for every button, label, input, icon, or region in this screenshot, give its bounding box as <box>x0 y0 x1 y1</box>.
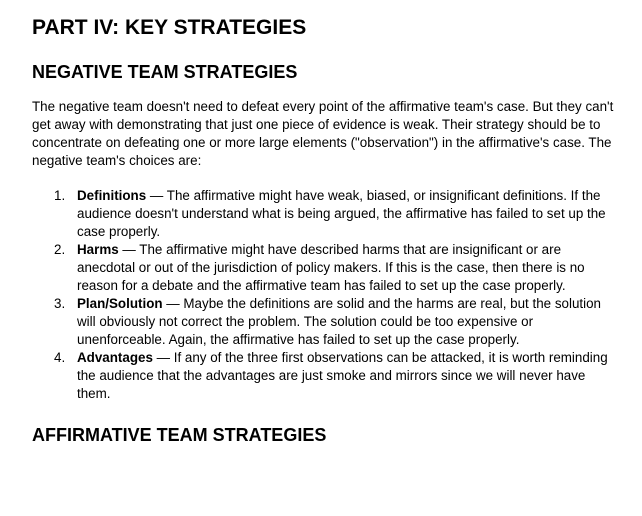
negative-strategies-heading: NEGATIVE TEAM STRATEGIES <box>32 62 298 82</box>
item-description: — Maybe the definitions are solid and the harms are real, but the solution will obviously not correct the problem. The solution could be too expensive or unenforceable. Again, the affirmative has failed to set up the case properly. <box>77 296 601 347</box>
strategy-item-plan-solution <box>32 295 616 349</box>
strategy-item-advantages <box>32 349 616 403</box>
affirmative-strategies-heading: AFFIRMATIVE TEAM STRATEGIES <box>32 425 327 445</box>
item-number: 3. <box>54 296 66 311</box>
item-term: Definitions <box>77 188 147 203</box>
negative-strategies-intro: The negative team doesn't need to defeat every point of the affirmative team's case. But they can't get away with demonstrating that just one piece of evidence is weak. Their strategy should be to concentrate on defeating one or more large elements ("observation") in the affirmative's case. The negative team's choices are: <box>32 99 614 168</box>
item-term: Harms <box>77 242 119 257</box>
item-description: — The affirmative might have described harms that are insignificant or are anecdotal or out of the jurisdiction of policy makers. If this is the case, then there is no reason for a debate and the affirmative team has failed to set up the case properly. <box>77 242 585 293</box>
item-number: 4. <box>54 350 66 365</box>
part-title: PART IV: KEY STRATEGIES <box>32 16 307 39</box>
item-term: Advantages <box>77 350 153 365</box>
item-number: 2. <box>54 242 66 257</box>
strategy-item-harms <box>32 241 616 295</box>
item-description: — The affirmative might have weak, biased, or insignificant definitions. If the audience doesn't understand what is being argued, the affirmative has failed to set up the case properly. <box>77 188 606 239</box>
item-term: Plan/Solution <box>77 296 163 311</box>
item-number: 1. <box>54 188 66 203</box>
negative-strategies-list <box>32 187 616 403</box>
item-description: — If any of the three first observations can be attacked, it is worth reminding the audience that the advantages are just smoke and mirrors since we will never have them. <box>77 350 608 401</box>
strategy-item-definitions <box>32 187 616 241</box>
